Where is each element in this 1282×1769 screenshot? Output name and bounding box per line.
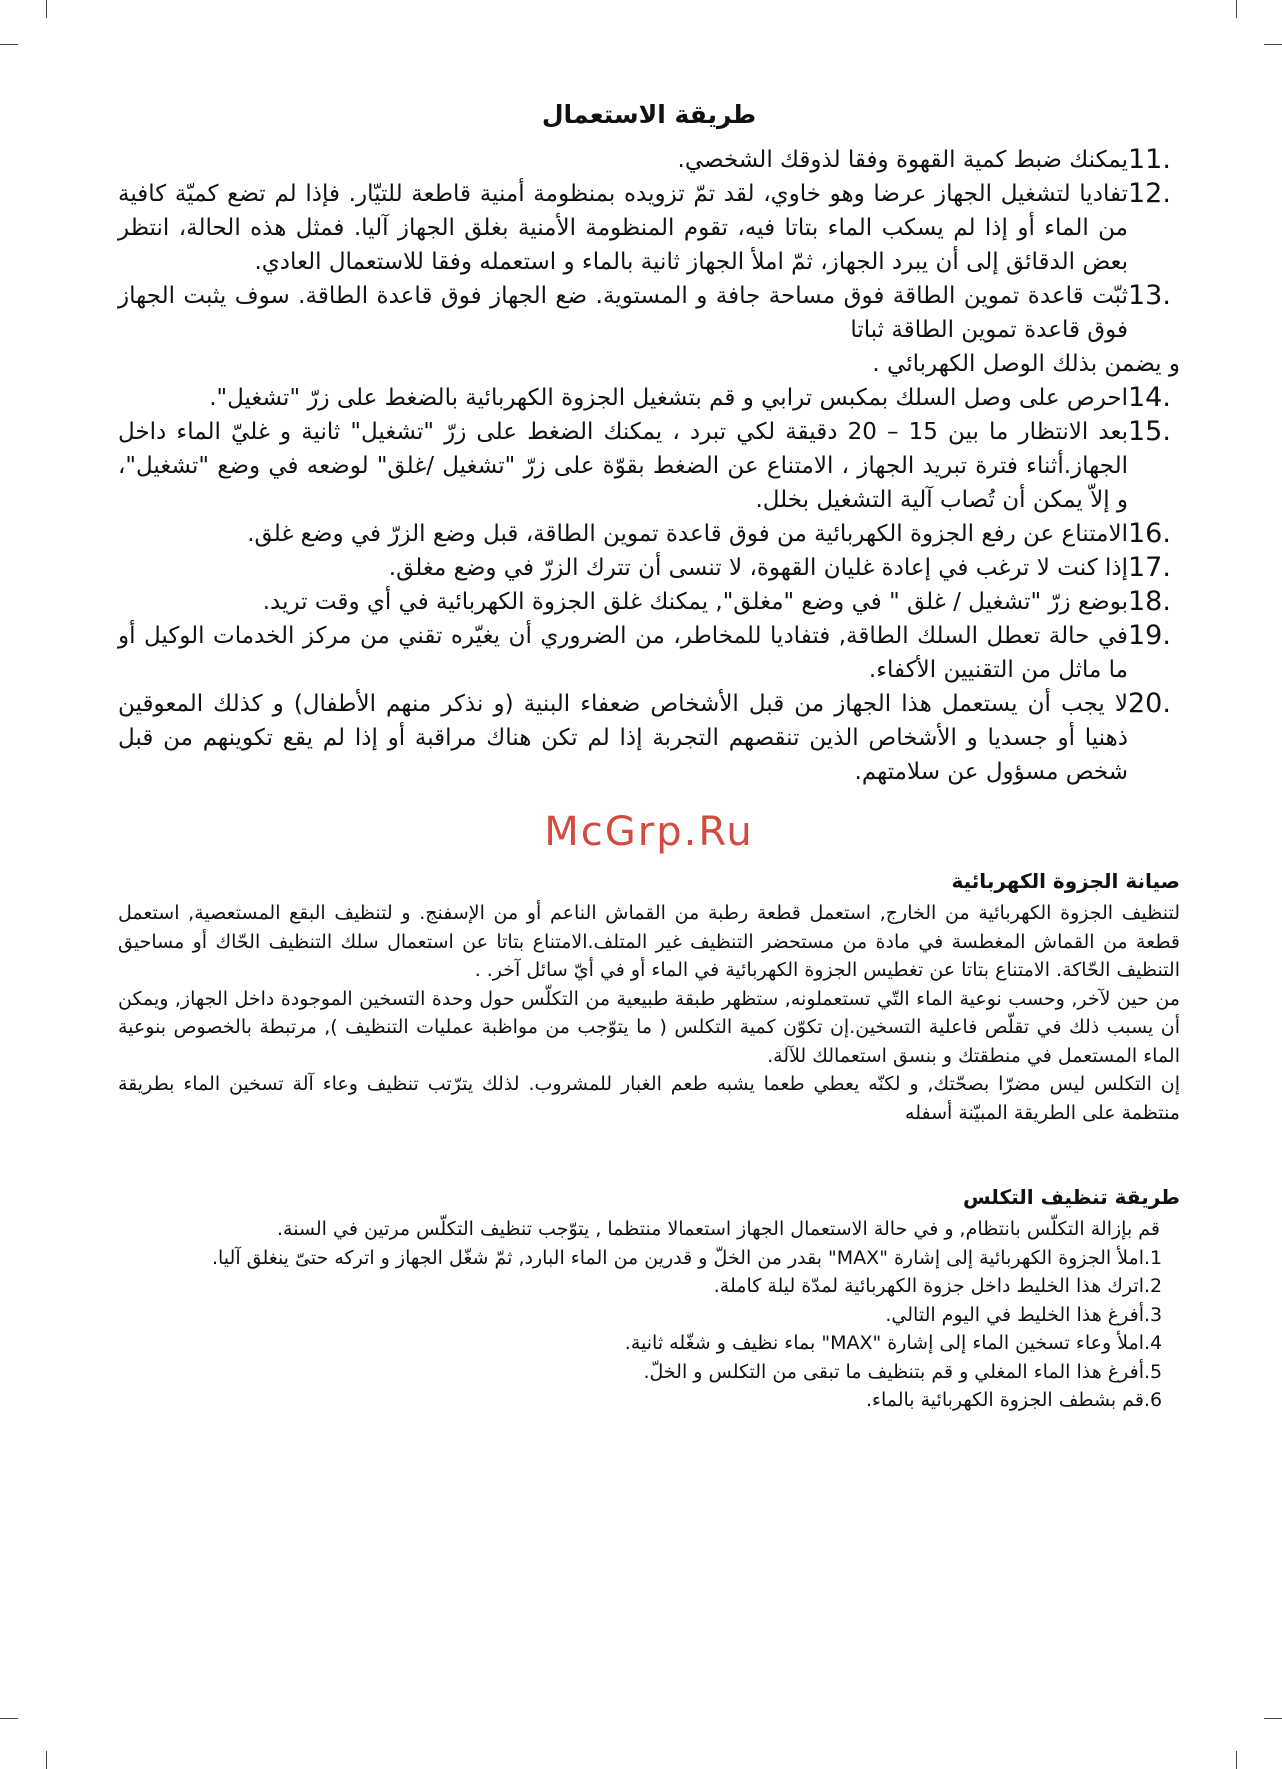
step-item: [118, 1272, 1180, 1301]
item-text: يمكنك ضبط كمية القهوة وفقا لذوقك الشخصي.: [677, 147, 1128, 173]
watermark-logo: McGrp.Ru: [544, 809, 754, 855]
step-number: .3: [1144, 1303, 1163, 1326]
crop-mark: [0, 44, 18, 45]
step-item: [118, 1358, 1180, 1387]
step-item: [118, 1329, 1180, 1358]
crop-mark: [1264, 1718, 1282, 1719]
step-text: اترك هذا الخليط داخل جزوة الكهربائية لمدّة ليلة كاملة.: [713, 1275, 1144, 1297]
crop-mark: [1236, 1751, 1237, 1769]
paragraph: إن التكلس ليس مضرّا بصحّتك, و لكنّه يعطي طعما يشبه طعم الغبار للمشروب. لذلك يترّتب تنظيف وعاء آلة تسخين الماء بطريقة منتظمة على الطريقة المبيّنة أسفله: [118, 1073, 1180, 1124]
step-number: .4: [1144, 1332, 1163, 1354]
crop-mark: [46, 1751, 47, 1769]
item-number: 14.: [1128, 382, 1171, 413]
item-number: 15.: [1128, 416, 1171, 447]
paragraph: لتنظيف الجزوة الكهربائية من الخارج, استعمل قطعة رطبة من القماش الناعم أو من الإسفنج. و لتنظيف البقع المستعصية, استعمل قطعة من القماش المغطسة في مادة من مستحضر التنظيف غير المتلف.الامتناع بتاتا عن استعمال سلك التنظيف الحّاك أو مساحيق التنظيف الحّاكة. الامتناع بتاتا عن تغطيس الجزوة الكهربائية في الماء أو في أيّ سائل آخر. .: [118, 902, 1180, 981]
step-number: .2: [1144, 1275, 1163, 1297]
step-number: .6: [1144, 1389, 1163, 1411]
list-item: [118, 143, 1180, 177]
item-number: 13.: [1128, 280, 1171, 311]
list-item: [118, 279, 1180, 347]
step-item: [118, 1301, 1180, 1330]
list-item: [118, 551, 1180, 585]
step-text: قم بشطف الجزوة الكهربائية بالماء.: [865, 1389, 1144, 1411]
list-item: [118, 517, 1180, 551]
spacer: [118, 1127, 1180, 1185]
crop-mark: [0, 1718, 18, 1719]
step-text: املأ الجزوة الكهربائية إلى إشارة "MAX" بقدر من الخلّ و قدرين من الماء البارد, ثمّ شغّل الجهاز و اتركه حتىّ ينغلق آليا.: [211, 1246, 1144, 1269]
section-title-maintenance: صيانة الجزوة الكهربائية: [951, 869, 1180, 893]
item-text: لا يجب أن يستعمل هذا الجهاز من قبل الأشخاص ضعفاء البنية (و نذكر منهم الأطفال) و كذلك المعوقين ذهنيا أو جسديا و الأشخاص الذين تنقصهم التجربة إذا لم تكن هناك مراقبة أو إذا لم يقع تكوينهم من قبل شخص مسؤول عن سلامتهم.: [118, 691, 1128, 785]
crop-mark: [46, 0, 47, 18]
step-item: [118, 1386, 1180, 1415]
section-title-usage: طريقة الاستعمال: [541, 100, 757, 129]
step-number: .1: [1144, 1246, 1163, 1269]
item-number: 11.: [1128, 144, 1171, 175]
list-item: [118, 687, 1180, 789]
step-text: املأ وعاء تسخين الماء إلى إشارة "MAX" بماء نظيف و شغّله ثانية.: [624, 1332, 1144, 1354]
item-number: 16.: [1128, 518, 1171, 549]
document-page: [118, 100, 1180, 1415]
item-number: 18.: [1128, 586, 1171, 617]
descaling-intro: قم بإزالة التكلّس بانتظام, و في حالة الاستعمال الجهاز استعمالا منتظما , يتوّجب تنظيف التكلّس مرتين في السنة.: [276, 1218, 1160, 1240]
item-text: بعد الانتظار ما بين 15 – 20 دقيقة لكي تبرد ، يمكنك الضغط على زرّ "تشغيل" ثانية و غليّ الماء داخل الجهاز.أثناء فترة تبريد الجهاز ، الامتناع عن الضغط بقوّة على زرّ "تشغيل /غلق" لوضعه في وضع "تشغيل"، و إلاّ يمكن أن تُصاب آلية التشغيل بخلل.: [118, 419, 1129, 513]
item-text: ثبّت قاعدة تموين الطاقة فوق مساحة جافة و المستوية. ضع الجهاز فوق قاعدة الطاقة. سوف يثبت الجهاز فوق قاعدة تموين الطاقة ثباتا: [118, 283, 1128, 343]
item-number: 12.: [1128, 178, 1171, 209]
step-text: أفرغ هذا الماء المغلي و قم بتنظيف ما تبقى من التكلس و الخلّ.: [643, 1360, 1144, 1383]
crop-mark: [1264, 44, 1282, 45]
paragraph: من حين لآخر, وحسب نوعية الماء التّي تستعملونه, ستظهر طبقة طبيعية من التكلّس حول وحدة التسخين الموجودة داخل الجهاز, ويمكن أن يسبب ذلك في تقلّص فاعلية التسخين.إن تكوّن كمية التكلس ( ما يتوّجب من مواظبة عمليات التنظيف ), مرتبطة بالخصوص بنوعية الماء المستعمل في منطقتك و بنسق استعمالك للآلة.: [118, 987, 1180, 1067]
item-text: في حالة تعطل السلك الطاقة, فتفاديا للمخاطر، من الضروري أن يغيّره تقني من مركز الخدمات الوكيل أو ما ماثل من التقنيين الأكفاء.: [118, 623, 1128, 683]
item-number: 19.: [1128, 620, 1171, 651]
list-item: [118, 177, 1180, 279]
step-number: .5: [1144, 1360, 1163, 1383]
continuation-note: و يضمن بذلك الوصل الكهربائي .: [872, 351, 1180, 377]
section-title-descaling: طريقة تنظيف التكلس: [963, 1185, 1180, 1209]
crop-mark: [1236, 0, 1237, 18]
list-item: [118, 381, 1180, 415]
maintenance-text: [118, 899, 1180, 1127]
list-item: [118, 415, 1180, 517]
descaling-steps: [118, 1244, 1180, 1415]
item-text: بوضع زرّ "تشغيل / غلق " في وضع "مغلق", يمكنك غلق الجزوة الكهربائية في أي وقت تريد.: [262, 589, 1128, 615]
item-text: احرص على وصل السلك بمكبس ترابي و قم بتشغيل الجزوة الكهربائية بالضغط على زرّ "تشغيل".: [209, 385, 1128, 411]
list-item: [118, 619, 1180, 687]
item-text: إذا كنت لا ترغب في إعادة غليان القهوة، لا تنسى أن تترك الزرّ في وضع مغلق.: [388, 555, 1128, 581]
item-number: 17.: [1128, 552, 1171, 583]
item-text: تفاديا لتشغيل الجهاز عرضا وهو خاوي، لقد تمّ تزويده بمنظومة أمنية قاطعة للتيّار. فإذا لم تضع كميّة كافية من الماء أو إذا لم يسكب الماء بتاتا فيه، تقوم المنظومة الأمنية بغلق الجهاز آليا. فمثل هذه الحالة، انتظر بعض الدقائق إلى أن يبرد الجهاز، ثمّ املأ الجهاز ثانية بالماء و استعمله وفقا للاستعمال العادي.: [118, 181, 1128, 275]
item-number: 20.: [1128, 688, 1171, 719]
step-text: أفرغ هذا الخليط في اليوم التالي.: [885, 1303, 1144, 1326]
list-item: [118, 585, 1180, 619]
item-text: الامتناع عن رفع الجزوة الكهربائية من فوق قاعدة تموين الطاقة، قبل وضع الزرّ في وضع غلق.: [247, 521, 1128, 547]
step-item: [118, 1244, 1180, 1273]
